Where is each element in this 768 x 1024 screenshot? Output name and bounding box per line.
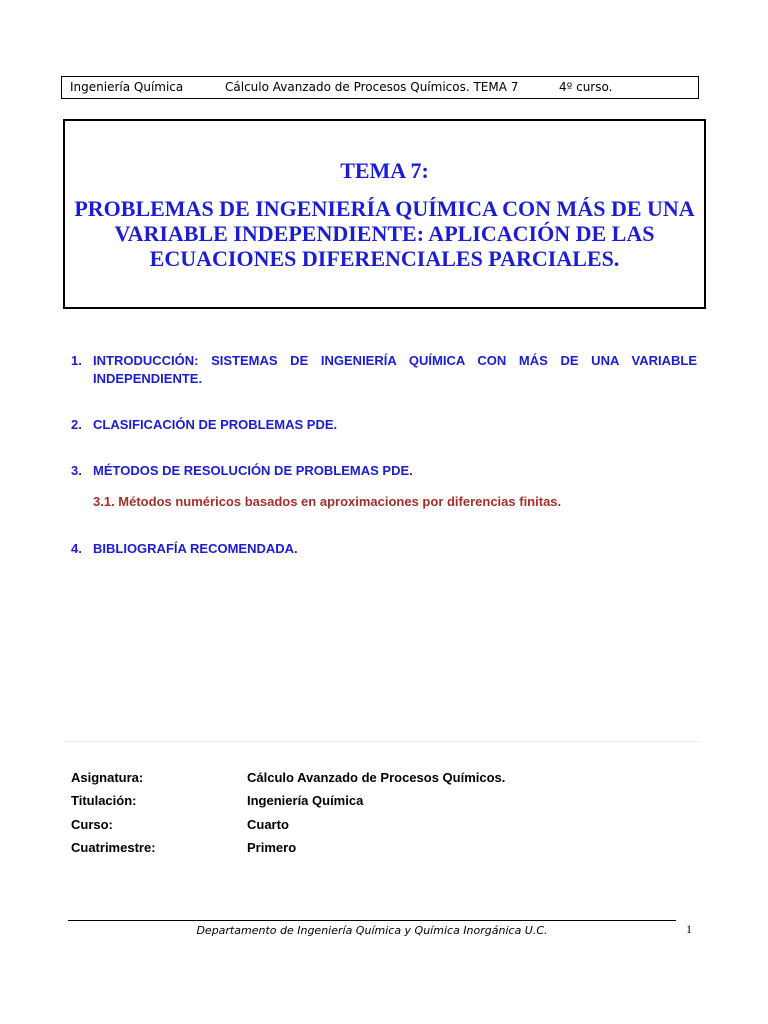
info-value: Ingeniería Química (247, 793, 364, 809)
toc-item-1 (71, 352, 697, 388)
info-label: Cuatrimestre: (71, 839, 156, 855)
info-label: Asignatura: (71, 770, 144, 785)
toc-item-number: 2. (71, 417, 82, 432)
chapter-subtitle: PROBLEMAS DE INGENIERÍA QUÍMICA CON MÁS DE UNA VARIABLE INDEPENDIENTE: APLICACIÓN DE LAS ECUACIONES DIFERENCIALES PARCIALES. (74, 196, 695, 271)
footer-department: Departamento de Ingeniería Química y Química Inorgánica U.C. (196, 924, 548, 937)
toc-subsection-3-1: 3.1. Métodos numéricos basados en aproximaciones por diferencias finitas. (93, 494, 562, 509)
toc-item-4 (71, 540, 697, 558)
info-value: Primero (247, 839, 297, 855)
toc-item-3 (71, 462, 697, 480)
info-label: Titulación: (71, 793, 137, 809)
chapter-title: TEMA 7: (340, 158, 429, 183)
page-number: 1 (686, 922, 692, 936)
header-year: 4º curso. (559, 80, 613, 94)
toc-item-number: 3. (71, 463, 82, 478)
footer-rule (68, 920, 676, 921)
toc-item-text: BIBLIOGRAFÍA RECOMENDADA. (93, 541, 298, 556)
info-label: Curso: (71, 816, 113, 832)
info-value: Cálculo Avanzado de Procesos Químicos. (247, 770, 506, 785)
header-program: Ingeniería Química (70, 80, 184, 94)
info-value: Cuarto (247, 816, 289, 832)
section-divider (64, 741, 700, 742)
header-course-title: Cálculo Avanzado de Procesos Químicos. TEMA 7 (225, 80, 519, 94)
toc-item-number: 4. (71, 541, 82, 556)
toc-item-2 (71, 416, 697, 434)
toc-item-text: INTRODUCCIÓN: SISTEMAS DE INGENIERÍA QUÍMICA CON MÁS DE UNA VARIABLE INDEPENDIENTE. (93, 353, 697, 386)
toc-item-number: 1. (71, 353, 82, 368)
toc-item-text: MÉTODOS DE RESOLUCIÓN DE PROBLEMAS PDE. (93, 463, 413, 478)
title-box (63, 119, 706, 309)
running-header (61, 76, 699, 99)
toc-item-text: CLASIFICACIÓN DE PROBLEMAS PDE. (93, 417, 338, 432)
